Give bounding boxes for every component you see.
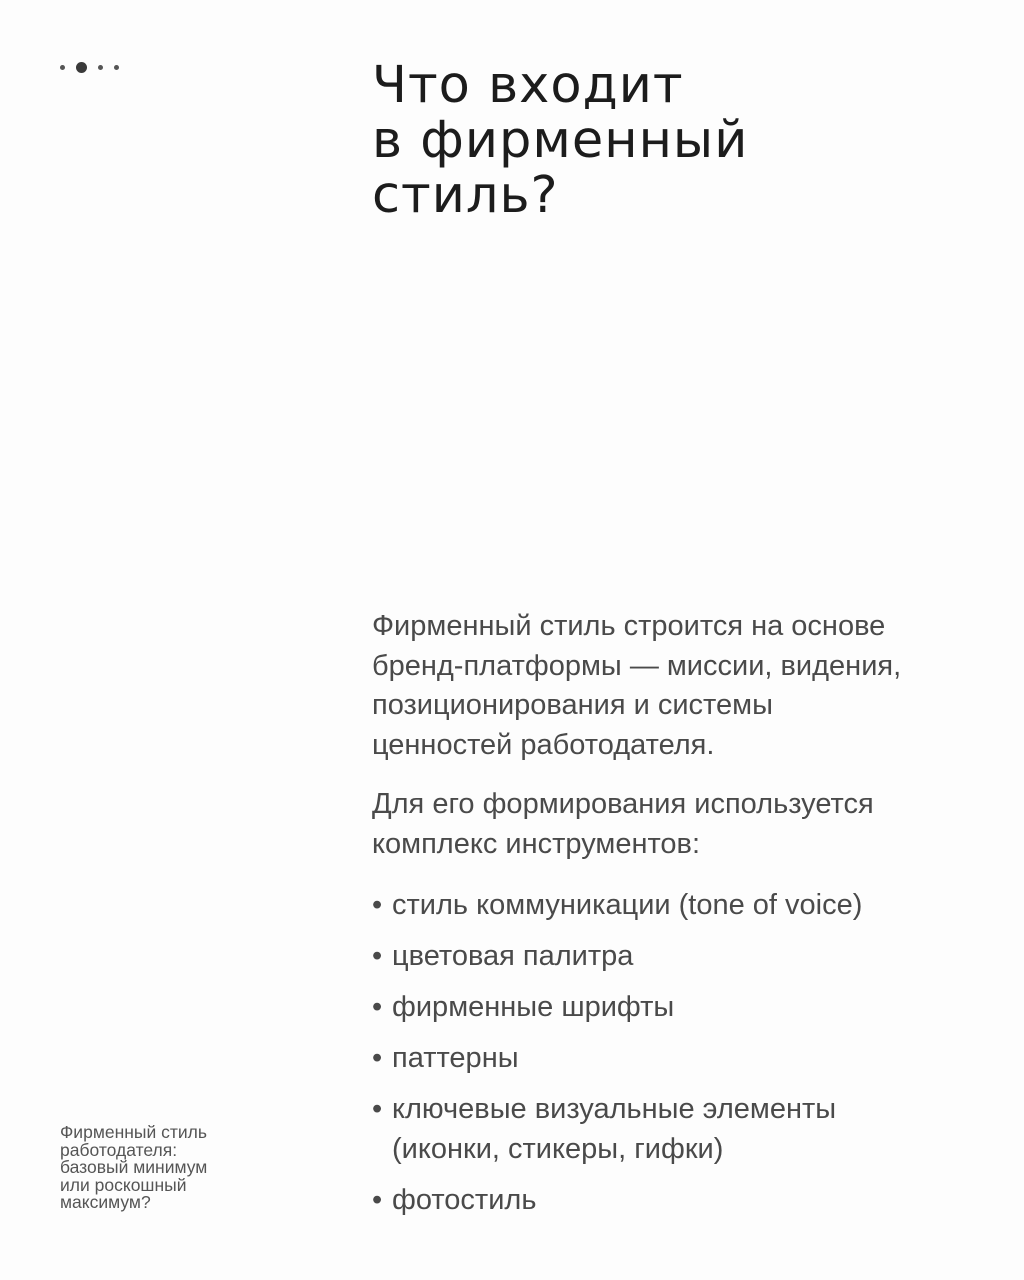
list-item-text: фотостиль: [392, 1183, 537, 1216]
list-item-text: ключевые визуальные элементы: [392, 1093, 837, 1125]
list-item: [372, 1039, 972, 1079]
body-text: [372, 607, 972, 1232]
list-item: [372, 1090, 972, 1169]
title-line: стиль?: [372, 166, 559, 225]
list-item-text: стиль коммуникации (tone of voice): [392, 889, 863, 921]
pagination-dot-3: [98, 65, 103, 70]
bullet-icon: •: [372, 940, 383, 972]
caption-line: или роскошный: [60, 1174, 187, 1195]
pagination-dot-2-active: [76, 62, 87, 73]
page-title: [372, 58, 972, 223]
caption-line: работодателя:: [60, 1139, 178, 1160]
list-item-text: (иконки, стикеры, гифки): [392, 1132, 724, 1165]
bullet-icon: •: [372, 991, 383, 1023]
caption-line: максимум?: [60, 1192, 151, 1212]
list-item: [372, 886, 972, 926]
list-item: [372, 937, 972, 977]
caption-line: базовый минимум: [60, 1157, 208, 1177]
bullet-icon: •: [372, 1183, 383, 1216]
tools-list: [372, 886, 972, 1220]
paragraph-line: позиционирования и системы: [372, 689, 773, 721]
pagination-dot-1: [60, 65, 65, 70]
paragraph-line: бренд-платформы — миссии, видения,: [372, 649, 902, 682]
paragraph-line: комплекс инструментов:: [372, 827, 701, 860]
pagination-dots: [60, 60, 119, 74]
list-item-text: цветовая палитра: [392, 940, 634, 972]
title-line: в фирменный: [372, 111, 749, 170]
tools-intro-paragraph: [372, 785, 972, 864]
list-item: [372, 1181, 972, 1221]
paragraph-line: ценностей работодателя.: [372, 728, 715, 761]
list-item: [372, 988, 972, 1028]
list-item-text: фирменные шрифты: [392, 991, 675, 1023]
paragraph-line: Для его формирования используется: [372, 788, 874, 820]
series-caption: [60, 1124, 280, 1212]
intro-paragraph: [372, 607, 972, 765]
title-line: Что входит: [372, 56, 684, 115]
bullet-icon: •: [372, 1093, 383, 1125]
paragraph-line: Фирменный стиль строится на основе: [372, 610, 886, 642]
list-item-text: паттерны: [392, 1042, 519, 1074]
caption-line: Фирменный стиль: [60, 1122, 207, 1142]
bullet-icon: •: [372, 1042, 383, 1074]
pagination-dot-4: [114, 65, 119, 70]
bullet-icon: •: [372, 889, 383, 921]
